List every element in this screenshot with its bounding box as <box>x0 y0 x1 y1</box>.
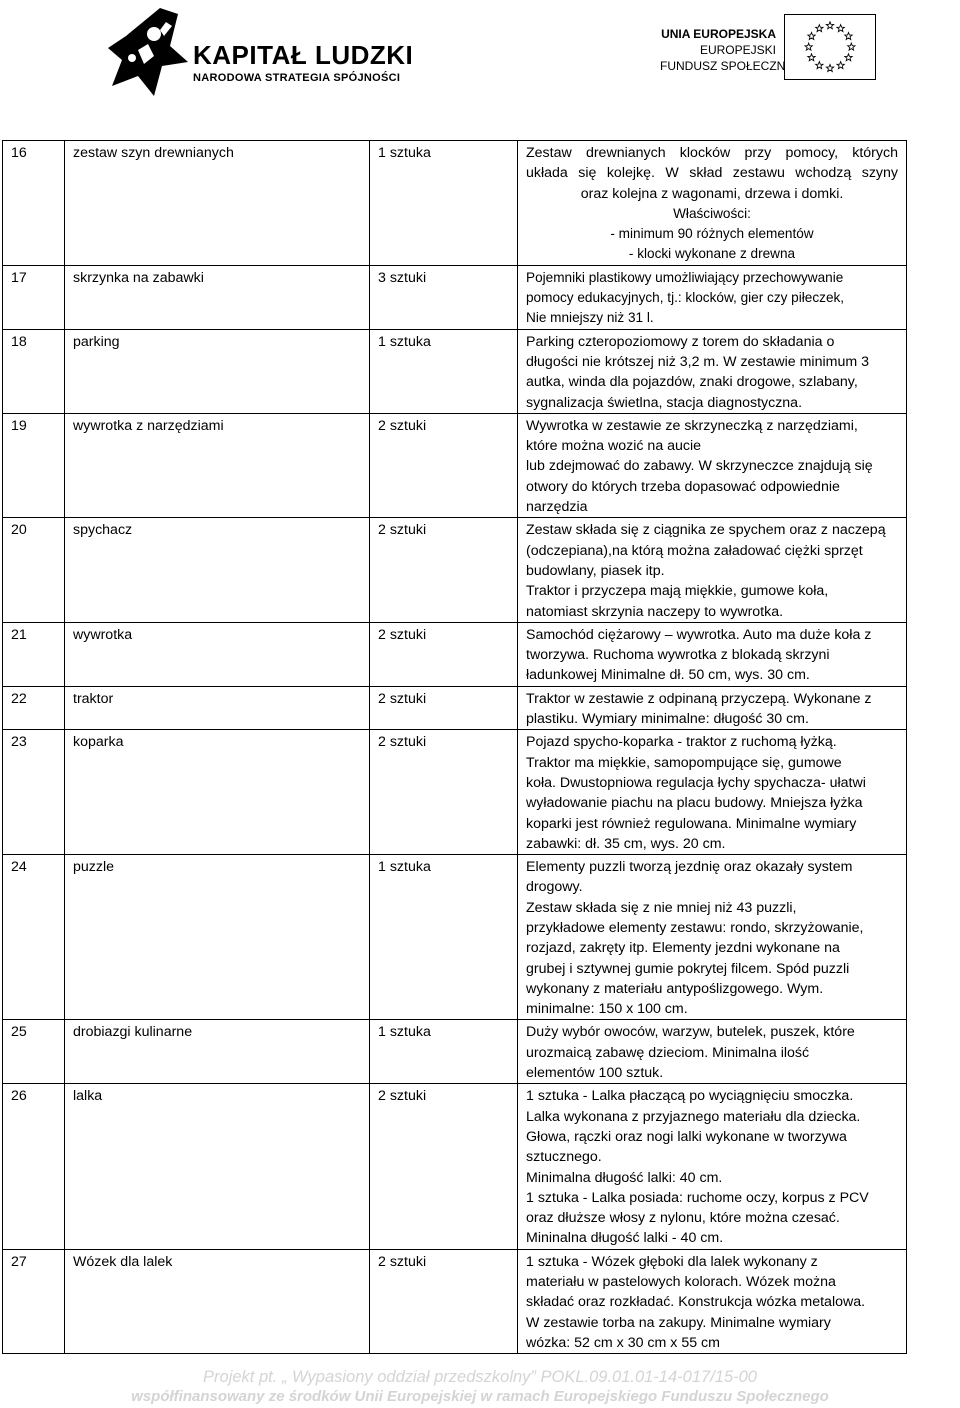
description-line: wykonany z materiału antypoślizgowego. Wym. <box>526 980 824 997</box>
item-quantity: 1 sztuka <box>370 329 518 413</box>
description-line: koła. Dwustopniowa regulacja łychy spychacza- ułatwi <box>526 774 866 791</box>
item-name: spychacz <box>65 518 370 622</box>
description-line: 1 sztuka - Lalka płaczącą po wyciągnięciu smoczka. <box>526 1088 854 1105</box>
description-line: - minimum 90 różnych elementów <box>610 226 814 242</box>
item-quantity: 1 sztuka <box>370 141 518 266</box>
description-line: Elementy puzzli tworzą jezdnię oraz okazały system <box>526 859 853 876</box>
item-description <box>518 1249 907 1353</box>
description-line: Traktor i przyczepa mają miękkie, gumowe koła, <box>526 583 829 600</box>
description-line: pomocy edukacyjnych, tj.: klocków, gier czy piłeczek, <box>526 290 845 306</box>
item-name: lalka <box>65 1084 370 1249</box>
item-quantity: 1 sztuka <box>370 855 518 1020</box>
description-line: Parking czteropoziomowy z torem do składania o <box>526 333 835 350</box>
description-line: (odczepiana),na którą można załadować ciężki sprzęt <box>526 542 863 559</box>
item-description <box>518 141 907 266</box>
table-row <box>3 730 907 855</box>
table-row <box>3 518 907 622</box>
footer-divider <box>64 1353 902 1354</box>
description-line: sygnalizacja świetlna, stacja diagnostyczna. <box>526 394 803 411</box>
item-name: drobiazgi kulinarne <box>65 1020 370 1084</box>
eu-logo-text <box>660 26 794 74</box>
description-line: długości nie krótszej niż 3,2 m. W zestawie minimum 3 <box>526 353 869 370</box>
description-line: Lalka wykonana z przyjaznego materiału dla dziecka. <box>526 1108 861 1125</box>
item-number: 23 <box>3 730 65 855</box>
eu-star-icon <box>808 32 815 39</box>
eu-logo <box>660 14 880 84</box>
item-description <box>518 518 907 622</box>
eu-star-icon <box>816 62 823 69</box>
eu-star-icon <box>845 54 852 61</box>
item-description <box>518 686 907 730</box>
description-line: rozjazd, zakręty itp. Elementy jezdni wykonane na <box>526 940 840 957</box>
item-name: Wózek dla lalek <box>65 1249 370 1353</box>
item-name: koparka <box>65 730 370 855</box>
description-line: elementów 100 sztuk. <box>526 1065 664 1082</box>
description-line: Wywrotka w zestawie ze skrzyneczką z narzędziami, <box>526 417 858 434</box>
description-line: budowlany, piasek itp. <box>526 562 665 579</box>
description-line: Nie mniejszy niż 31 l. <box>526 310 654 326</box>
description-line: oraz kolejna z wagonami, drzewa i domki. <box>580 185 844 202</box>
table-row <box>3 265 907 329</box>
item-description <box>518 329 907 413</box>
description-line: układa się kolejkę. W skład zestawu wchodzą szyny <box>526 165 898 182</box>
item-name: zestaw szyn drewnianych <box>65 141 370 266</box>
description-line: minimalne: 150 x 100 cm. <box>526 1001 688 1018</box>
description-line: Zestaw składa się z nie mniej niż 43 puzzli, <box>526 899 797 916</box>
footer-project-line: Projekt pt. „ Wypasiony oddział przedszkolny” POKL.09.01.01-14-017/15-00 <box>203 1368 757 1386</box>
item-number: 25 <box>3 1020 65 1084</box>
eu-logo-line3: FUNDUSZ SPOŁECZNY <box>660 59 794 73</box>
table-row <box>3 622 907 686</box>
table-row <box>3 1020 907 1084</box>
item-quantity: 1 sztuka <box>370 1020 518 1084</box>
eu-star-icon <box>837 25 844 32</box>
description-line: lub zdejmować do zabawy. W skrzyneczce znajdują się <box>526 458 873 475</box>
description-line: drogowy. <box>526 879 583 896</box>
item-quantity: 2 sztuki <box>370 413 518 517</box>
logo-subtitle: NARODOWA STRATEGIA SPÓJNOŚCI <box>193 72 401 84</box>
item-description <box>518 730 907 855</box>
description-line: Zestaw drewnianych klocków przy pomocy, których <box>526 145 898 161</box>
description-line: ładunkowej Minimalne dł. 50 cm, wys. 30 cm. <box>526 667 810 684</box>
description-line: sztucznego. <box>526 1149 602 1166</box>
item-number: 26 <box>3 1084 65 1249</box>
footer-funding-line: współfinansowany ze środków Unii Europejskiej w ramach Europejskiego Funduszu Społecznego <box>131 1388 829 1405</box>
description-line: składać oraz rozkładać. Konstrukcja wózka metalowa. <box>526 1294 866 1311</box>
item-name: wywrotka z narzędziami <box>65 413 370 517</box>
logo-title: KAPITAŁ LUDZKI <box>193 40 414 70</box>
item-name: puzzle <box>65 855 370 1020</box>
items-table <box>2 140 907 1354</box>
description-line: W zestawie torba na zakupy. Minimalne wymiary <box>526 1314 831 1331</box>
description-line: narzędzia <box>526 499 588 516</box>
item-number: 19 <box>3 413 65 517</box>
item-description <box>518 413 907 517</box>
eu-star-icon <box>805 43 812 50</box>
item-number: 27 <box>3 1249 65 1353</box>
table-row <box>3 141 907 266</box>
description-line: 1 sztuka - Wózek głęboki dla lalek wykonany z <box>526 1253 818 1270</box>
item-quantity: 3 sztuki <box>370 265 518 329</box>
table-row <box>3 413 907 517</box>
eu-flag-icon <box>784 14 876 80</box>
description-line: natomiast skrzynia naczepy to wywrotka. <box>526 603 784 620</box>
item-number: 16 <box>3 141 65 266</box>
description-line: Traktor w zestawie z odpinaną przyczepą. Wykonane z <box>526 690 872 707</box>
description-line: autka, winda dla pojazdów, znaki drogowe, szlabany, <box>526 374 858 391</box>
description-line: wyładowanie piachu na placu budowy. Mniejsza łyżka <box>526 795 863 812</box>
eu-logo-line1: UNIA EUROPEJSKA <box>661 27 776 41</box>
item-number: 20 <box>3 518 65 622</box>
description-line: Pojazd spycho-koparka - traktor z ruchomą łyżką. <box>526 734 837 751</box>
items-table-body <box>3 141 907 1354</box>
kapital-ludzki-emblem-icon <box>108 6 190 98</box>
item-description <box>518 855 907 1020</box>
item-quantity: 2 sztuki <box>370 686 518 730</box>
description-line: grubej i sztywnej gumie pokrytej filcem. Spód puzzli <box>526 960 850 977</box>
description-line: Traktor ma miękkie, samopompujące się, gumowe <box>526 754 842 771</box>
description-line: Minimalna długość lalki: 40 cm. <box>526 1169 723 1186</box>
item-description <box>518 1020 907 1084</box>
description-line: Duży wybór owoców, warzyw, butelek, puszek, które <box>526 1024 855 1041</box>
table-row <box>3 686 907 730</box>
eu-star-icon <box>808 54 815 61</box>
item-name: parking <box>65 329 370 413</box>
description-line: Pojemniki plastikowy umożliwiający przechowywanie <box>526 269 844 285</box>
item-number: 21 <box>3 622 65 686</box>
description-line: tworzywa. Ruchoma wywrotka z blokadą skrzyni <box>526 647 830 664</box>
eu-star-icon <box>837 62 844 69</box>
item-number: 17 <box>3 265 65 329</box>
item-quantity: 2 sztuki <box>370 518 518 622</box>
item-number: 18 <box>3 329 65 413</box>
table-row <box>3 1084 907 1249</box>
eu-star-icon <box>826 22 833 29</box>
item-quantity: 2 sztuki <box>370 1084 518 1249</box>
description-line: - klocki wykonane z drewna <box>628 246 796 262</box>
description-line: Głowa, rączki oraz nogi lalki wykonane w tworzywa <box>526 1128 847 1145</box>
description-line: Samochód ciężarowy – wywrotka. Auto ma duże koła z <box>526 626 872 643</box>
eu-star-icon <box>816 25 823 32</box>
item-name: skrzynka na zabawki <box>65 265 370 329</box>
item-quantity: 2 sztuki <box>370 730 518 855</box>
description-line: materiału w pastelowych kolorach. Wózek można <box>526 1274 836 1291</box>
item-description <box>518 1084 907 1249</box>
description-line: Zestaw składa się z ciągnika ze spychem oraz z naczepą <box>526 522 886 539</box>
item-name: traktor <box>65 686 370 730</box>
description-line: oraz dłuższe włosy z nylonu, które można czesać. <box>526 1210 840 1227</box>
eu-star-icon <box>848 43 855 50</box>
description-line: koparki jest również regulowana. Minimalne wymiary <box>526 815 857 832</box>
item-quantity: 2 sztuki <box>370 1249 518 1353</box>
eu-star-icon <box>826 64 833 71</box>
item-description <box>518 265 907 329</box>
item-description <box>518 622 907 686</box>
eu-star-icon <box>845 32 852 39</box>
description-line: plastiku. Wymiary minimalne: długość 30 cm. <box>526 711 809 728</box>
item-name: wywrotka <box>65 622 370 686</box>
description-line: Mininalna długość lalki - 40 cm. <box>526 1230 724 1247</box>
description-line: 1 sztuka - Lalka posiada: ruchome oczy, korpus z PCV <box>526 1189 869 1206</box>
item-number: 24 <box>3 855 65 1020</box>
description-line: zabawki: dł. 35 cm, wys. 20 cm. <box>526 835 726 852</box>
table-row <box>3 329 907 413</box>
item-number: 22 <box>3 686 65 730</box>
description-line: urozmaicą zabawę dzieciom. Minimalna ilość <box>526 1044 810 1061</box>
description-line: otwory do których trzeba dopasować odpowiednie <box>526 478 840 495</box>
description-line: Właściwości: <box>673 205 751 221</box>
table-row <box>3 855 907 1020</box>
kapital-ludzki-logo <box>108 6 414 102</box>
item-quantity: 2 sztuki <box>370 622 518 686</box>
eu-logo-line2: EUROPEJSKI <box>699 43 776 57</box>
description-line: które można wozić na aucie <box>526 438 702 455</box>
table-row <box>3 1249 907 1353</box>
description-line: przykładowe elementy zestawu: rondo, skrzyżowanie, <box>526 919 864 936</box>
description-line: wózka: 52 cm x 30 cm x 55 cm <box>526 1334 720 1351</box>
